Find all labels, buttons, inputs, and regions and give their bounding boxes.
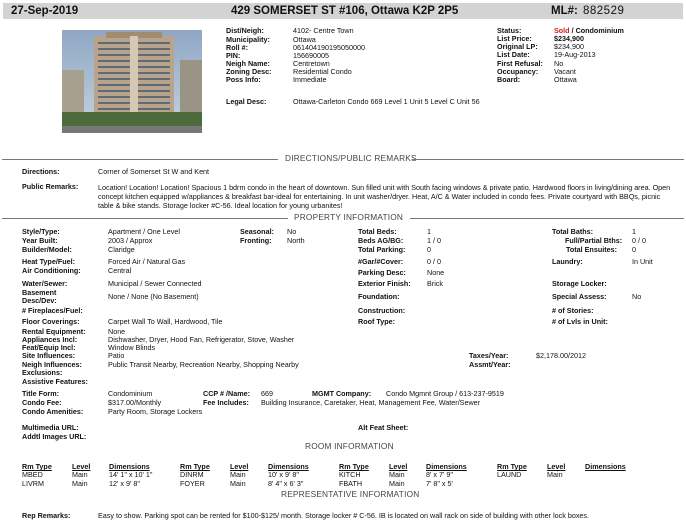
full-partial-baths-value: 0 / 0 — [632, 236, 646, 245]
condo-amenities-label: Condo Amenities: — [22, 407, 84, 416]
floor-coverings-label: Floor Coverings: — [22, 317, 80, 326]
header-bar — [3, 3, 683, 19]
water-sewer-label: Water/Sewer: — [22, 279, 68, 288]
room-header-level-4: Level — [547, 462, 566, 471]
rental-equipment-value: None — [108, 327, 126, 336]
list-price-label: List Price: — [497, 34, 532, 43]
style-type-value: Apartment / One Level — [108, 227, 180, 236]
title-form-value: Condominium — [108, 389, 153, 398]
total-beds-label: Total Beds: — [358, 227, 397, 236]
poss-info-value: Immediate — [293, 75, 327, 84]
room-level: Main — [230, 470, 246, 479]
stories-label: # of Stories: — [552, 306, 594, 315]
room-header-level-1: Level — [72, 462, 91, 471]
total-ensuites-label: Total Ensuites: — [566, 245, 617, 254]
ml-number: 882529 — [583, 5, 625, 17]
room-dimensions: 8' x 7' 9" — [426, 470, 453, 479]
first-refusal-value: No — [554, 59, 564, 68]
laundry-label: Laundry: — [552, 257, 583, 266]
heat-type-label: Heat Type/Fuel: — [22, 257, 75, 266]
mgmt-company-label: MGMT Company: — [312, 389, 372, 398]
room-header-type-3: Rm Type — [339, 462, 369, 471]
room-dimensions: 14' 1" x 10' 1" — [109, 470, 153, 479]
special-assess-label: Special Assess: — [552, 292, 607, 301]
legal-desc-value: Ottawa-Carleton Condo 669 Level 1 Unit 5 Level C Unit 56 — [293, 97, 480, 106]
fronting-label: Fronting: — [240, 236, 272, 245]
occupancy-value: Vacant — [554, 67, 576, 76]
rep-remarks-label: Rep Remarks: — [22, 511, 71, 520]
condo-fee-label: Condo Fee: — [22, 398, 62, 407]
room-header-dim-2: Dimensions — [268, 462, 309, 471]
room-type: FOYER — [180, 479, 205, 488]
full-partial-baths-label: Full/Partial Bths: — [565, 236, 623, 245]
municipality-value: Ottawa — [293, 35, 316, 44]
fee-includes-value: Building Insurance, Caretaker, Heat, Management Fee, Water/Sewer — [261, 398, 481, 407]
taxes-year-label: Taxes/Year: — [469, 351, 509, 360]
fronting-value: North — [287, 236, 305, 245]
section-property — [0, 213, 686, 223]
room-dimensions: 12' x 9' 8" — [109, 479, 140, 488]
mgmt-company-value: Condo Mgmnt Group / 613-237-9519 — [386, 389, 504, 398]
exclusions-label: Exclusions: — [22, 368, 63, 377]
total-parking-label: Total Parking: — [358, 245, 406, 254]
multimedia-url-label: Multimedia URL: — [22, 423, 79, 432]
feat-equip-label: Feat/Equip Incl: — [22, 343, 76, 352]
room-dimensions: 8' 4" x 6' 3" — [268, 479, 304, 488]
heat-type-value: Forced Air / Natural Gas — [108, 257, 186, 266]
room-type: MBED — [22, 470, 43, 479]
section-rooms — [0, 442, 686, 452]
status-sold-badge: Sold — [554, 26, 570, 35]
room-header-type-4: Rm Type — [497, 462, 527, 471]
room-level: Main — [547, 470, 563, 479]
total-parking-value: 0 — [427, 245, 431, 254]
neigh-influences-value: Public Transit Nearby, Recreation Nearby, Shopping Nearby — [108, 360, 299, 369]
pin-value: 156690005 — [293, 51, 329, 60]
listing-address: 429 SOMERSET ST #106, Ottawa K2P 2P5 — [231, 5, 459, 17]
room-header-level-3: Level — [389, 462, 408, 471]
roll-label: Roll #: — [226, 43, 248, 52]
condo-amenities-value: Party Room, Storage Lockers — [108, 407, 203, 416]
addtl-images-label: Addtl Images URL: — [22, 432, 87, 441]
gar-cover-value: 0 / 0 — [427, 257, 441, 266]
building-image — [62, 30, 202, 133]
status-label: Status: — [497, 26, 522, 35]
floor-coverings-value: Carpet Wall To Wall, Hardwood, Tile — [108, 317, 223, 326]
room-type: LAUND — [497, 470, 522, 479]
parking-desc-label: Parking Desc: — [358, 268, 406, 277]
exterior-finish-label: Exterior Finish: — [358, 279, 411, 288]
original-lp-value: $234,900 — [554, 42, 584, 51]
levels-in-unit-label: # of Lvls in Unit: — [552, 317, 608, 326]
basement-label-1: Basement — [22, 288, 57, 297]
section-directions-title: DIRECTIONS/PUBLIC REMARKS — [285, 153, 417, 163]
total-ensuites-value: 0 — [632, 245, 636, 254]
taxes-year-value: $2,178.00/2012 — [536, 351, 586, 360]
section-property-title: PROPERTY INFORMATION — [294, 212, 404, 222]
rental-equipment-label: Rental Equipment: — [22, 327, 86, 336]
neigh-influences-label: Neigh Influences: — [22, 360, 82, 369]
room-level: Main — [72, 470, 88, 479]
total-baths-value: 1 — [632, 227, 636, 236]
laundry-value: In Unit — [632, 257, 653, 266]
section-rep-title: REPRESENTATIVE INFORMATION — [281, 489, 420, 499]
municipality-label: Municipality: — [226, 35, 270, 44]
zoning-value: Residential Condo — [293, 67, 352, 76]
storage-locker-label: Storage Locker: — [552, 279, 607, 288]
basement-value: None / None (No Basement) — [108, 292, 199, 301]
basement-label-2: Desc/Dev: — [22, 296, 57, 305]
special-assess-value: No — [632, 292, 642, 301]
directions-label: Directions: — [22, 167, 60, 176]
room-header-type-1: Rm Type — [22, 462, 52, 471]
board-value: Ottawa — [554, 75, 577, 84]
room-type: DINRM — [180, 470, 204, 479]
dist-value: 4102- Centre Town — [293, 26, 354, 35]
directions-value: Corner of Somerset St W and Kent — [98, 167, 210, 176]
room-header-type-2: Rm Type — [180, 462, 210, 471]
seasonal-label: Seasonal: — [240, 227, 274, 236]
room-type: LIVRM — [22, 479, 44, 488]
first-refusal-label: First Refusal: — [497, 59, 543, 68]
title-form-label: Title Form: — [22, 389, 60, 398]
room-type: FBATH — [339, 479, 363, 488]
room-level: Main — [389, 479, 405, 488]
room-header-dim-4: Dimensions — [585, 462, 626, 471]
alt-feat-sheet-label: Alt Feat Sheet: — [358, 423, 409, 432]
assmt-year-label: Assmt/Year: — [469, 360, 511, 369]
poss-info-label: Poss Info: — [226, 75, 261, 84]
seasonal-value: No — [287, 227, 297, 236]
section-rep — [0, 490, 686, 500]
style-type-label: Style/Type: — [22, 227, 60, 236]
fireplaces-label: # Fireplaces/Fuel: — [22, 306, 83, 315]
builder-model-value: Claridge — [108, 245, 135, 254]
foundation-label: Foundation: — [358, 292, 400, 301]
public-remarks-label: Public Remarks: — [22, 182, 79, 191]
original-lp-label: Original LP: — [497, 42, 538, 51]
rep-remarks-value: Easy to show. Parking spot can be rented for $100-$125/ month. Storage locker # C-56. IB is located on wall rack on side of building with other lock boxes. — [98, 511, 590, 520]
appliances-label: Appliances Incl: — [22, 335, 78, 344]
water-sewer-value: Municipal / Sewer Connected — [108, 279, 202, 288]
assistive-features-label: Assistive Features: — [22, 377, 88, 386]
zoning-label: Zoning Desc: — [226, 67, 272, 76]
ccp-value: 669 — [261, 389, 273, 398]
ccp-label: CCP # /Name: — [203, 389, 251, 398]
year-built-value: 2003 / Approx — [108, 236, 153, 245]
room-level: Main — [72, 479, 88, 488]
legal-desc-label: Legal Desc: — [226, 97, 267, 106]
gar-cover-label: #Gar/#Cover: — [358, 257, 404, 266]
condo-fee-value: $317.00/Monthly — [108, 398, 162, 407]
section-rooms-title: ROOM INFORMATION — [305, 441, 394, 451]
list-price-value: $234,900 — [554, 34, 584, 43]
report-date: 27-Sep-2019 — [11, 5, 79, 17]
room-dimensions: 10' x 9' 8" — [268, 470, 299, 479]
section-directions — [0, 154, 686, 164]
room-level: Main — [230, 479, 246, 488]
beds-ag-bg-value: 1 / 0 — [427, 236, 441, 245]
public-remarks-value: Location! Location! Location! Spacious 1 bdrm condo in the heart of downtown. Sun filled unit with South facing windows & private patio. Hardwood floors in living/dining area. Open concept kitchen equipped w/appliances & breakfast bar-ideal for entertaining. In unit washer/dryer. Heat, A/C & Water included in condo fees. Private courtyard with BBQs, picnic table & bike stands. Storage locker #C-56. Ideal location for young urbanites! — [98, 183, 671, 211]
board-label: Board: — [497, 75, 521, 84]
air-conditioning-value: Central — [108, 266, 132, 275]
status-type: / Condominium — [569, 26, 624, 35]
fee-includes-label: Fee Includes: — [203, 398, 249, 407]
year-built-label: Year Built: — [22, 236, 58, 245]
roof-type-label: Roof Type: — [358, 317, 395, 326]
list-date-value: 19-Aug-2013 — [554, 50, 596, 59]
occupancy-label: Occupancy: — [497, 67, 539, 76]
appliances-value: Dishwasher, Dryer, Hood Fan, Refrigerator, Stove, Washer — [108, 335, 295, 344]
property-photo[interactable] — [62, 30, 202, 133]
air-conditioning-label: Air Conditioning: — [22, 266, 81, 275]
pin-label: PIN: — [226, 51, 241, 60]
ml-label: ML#: — [551, 5, 578, 17]
total-baths-label: Total Baths: — [552, 227, 593, 236]
room-level: Main — [389, 470, 405, 479]
site-influences-label: Site Influences: — [22, 351, 76, 360]
list-date-label: List Date: — [497, 50, 530, 59]
room-dimensions: 7' 8" x 5' — [426, 479, 453, 488]
dist-label: Dist/Neigh: — [226, 26, 264, 35]
room-header-level-2: Level — [230, 462, 249, 471]
room-header-dim-3: Dimensions — [426, 462, 467, 471]
feat-equip-value: Window Blinds — [108, 343, 156, 352]
beds-ag-bg-label: Beds AG/BG: — [358, 236, 404, 245]
neigh-name-value: Centretown — [293, 59, 330, 68]
room-type: KITCH — [339, 470, 361, 479]
total-beds-value: 1 — [427, 227, 431, 236]
builder-model-label: Builder/Model: — [22, 245, 72, 254]
site-influences-value: Patio — [108, 351, 125, 360]
room-header-dim-1: Dimensions — [109, 462, 150, 471]
parking-desc-value: None — [427, 268, 445, 277]
roll-value: 061404190195050000 — [293, 43, 365, 52]
exterior-finish-value: Brick — [427, 279, 443, 288]
construction-label: Construction: — [358, 306, 406, 315]
neigh-name-label: Neigh Name: — [226, 59, 270, 68]
